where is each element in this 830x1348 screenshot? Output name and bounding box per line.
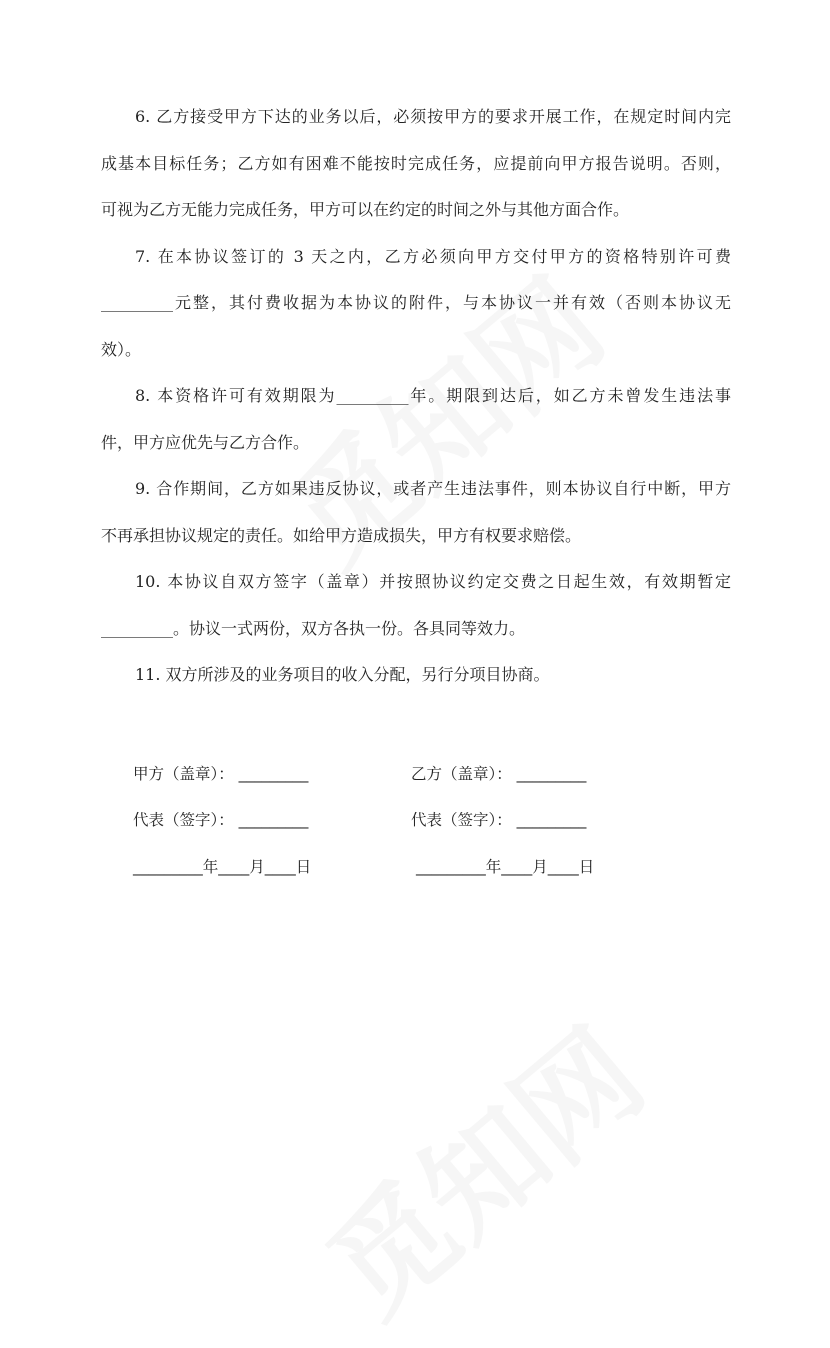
clause-line: 11. 双方所涉及的业务项目的收入分配，另行分项目协商。: [135, 665, 550, 684]
clause-line: 8. 本资格许可有效期限为_________年。期限到达后，如乙方未曾发生违法事: [135, 386, 731, 405]
clause-line: _________。协议一式两份，双方各执一份。各具同等效力。: [101, 618, 526, 638]
document-body: [101, 100, 731, 705]
clause-line: 6. 乙方接受甲方下达的业务以后，必须按甲方的要求开展工作，在规定时间内完: [135, 107, 731, 126]
party-b-date: _________年____月____日: [416, 858, 595, 876]
clause-line: 成基本目标任务；乙方如有困难不能按时完成任务，应提前向甲方报告说明。否则，: [101, 153, 731, 173]
clause-paragraph: [101, 379, 731, 472]
clause-line: 10. 本协议自双方签字（盖章）并按照协议约定交费之日起生效，有效期暂定: [135, 572, 731, 591]
clause-line: 可视为乙方无能力完成任务，甲方可以在约定的时间之外与其他方面合作。: [101, 200, 630, 219]
clause-paragraph: [101, 100, 731, 240]
clause-line: 7. 在本协议签订的 3 天之内，乙方必须向甲方交付甲方的资格特别许可费: [135, 246, 731, 266]
party-a-seal: 甲方（盖章）： _________: [133, 765, 309, 783]
clause-paragraph: [101, 565, 731, 658]
watermark-bottom: [287, 984, 673, 1347]
party-a-representative: 代表（签字）： _________: [133, 811, 309, 829]
clause-line: 不再承担协议规定的责任。如给甲方造成损失，甲方有权要求赔偿。: [101, 525, 582, 545]
party-b-seal: 乙方（盖章）： _________: [411, 765, 587, 783]
clause-paragraph: [101, 658, 731, 705]
clause-paragraph: [101, 240, 731, 380]
clause-line: 9. 合作期间，乙方如果违反协议，或者产生违法事件，则本协议自行中断，甲方: [135, 479, 731, 498]
clause-line: 效）。: [101, 339, 142, 359]
party-b-representative: 代表（签字）： _________: [411, 811, 587, 829]
clause-line: 件，甲方应优先与乙方合作。: [101, 432, 310, 452]
clause-line: _________元整，其付费收据为本协议的附件，与本协议一并有效（否则本协议无: [101, 293, 731, 312]
clause-paragraph: [101, 472, 731, 565]
party-a-date: _________年____月____日: [133, 858, 312, 876]
